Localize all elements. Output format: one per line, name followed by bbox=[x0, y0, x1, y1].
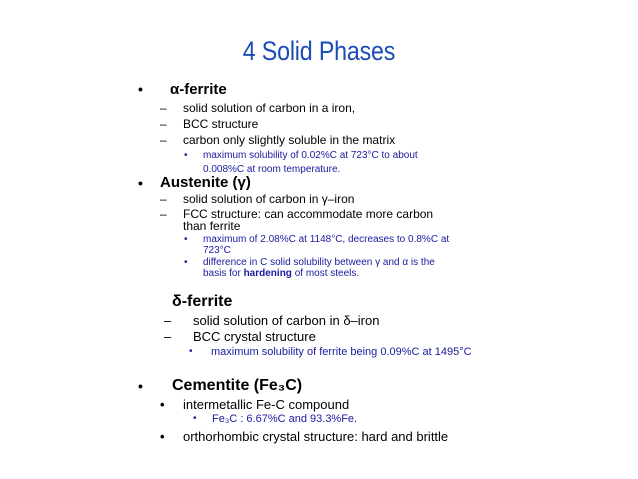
bullet: • bbox=[160, 397, 165, 412]
delta-line-2: BCC crystal structure bbox=[193, 329, 316, 344]
dash: – bbox=[160, 101, 167, 115]
cementite-heading: Cementite (Fe₃C) bbox=[172, 377, 303, 394]
austenite-sub2-post: of most steels. bbox=[291, 268, 360, 279]
austenite-sub2-1: difference in C solid solubility between γ and α is the bbox=[203, 257, 435, 268]
dash: – bbox=[160, 117, 167, 131]
bullet: • bbox=[138, 175, 143, 191]
ferrite-line-2: BCC structure bbox=[183, 117, 259, 131]
dot: • bbox=[184, 257, 188, 268]
dash: – bbox=[160, 207, 167, 221]
ferrite-sub-2: 0.008%C at room temperature. bbox=[203, 164, 341, 175]
austenite-sub1-2: 723°C bbox=[203, 245, 231, 256]
dot: • bbox=[189, 346, 193, 357]
dash: – bbox=[164, 329, 172, 344]
austenite-heading: Austenite (γ) bbox=[160, 174, 251, 191]
delta-heading: δ-ferrite bbox=[172, 293, 233, 310]
cementite-line-2: orthorhombic crystal structure: hard and brittle bbox=[183, 429, 449, 444]
austenite-line-1: solid solution of carbon in γ–iron bbox=[183, 192, 355, 206]
austenite-sub2-2 bbox=[203, 268, 359, 279]
bullet: • bbox=[138, 378, 143, 394]
ferrite-heading: α-ferrite bbox=[170, 81, 227, 98]
hardening-emphasis: hardening bbox=[243, 268, 292, 279]
dash: – bbox=[160, 192, 167, 206]
austenite-sub1-1: maximum of 2.08%C at 1148°C, decreases to 0.8%C at bbox=[203, 234, 450, 245]
delta-line-1: solid solution of carbon in δ–iron bbox=[193, 313, 380, 328]
dot: • bbox=[184, 150, 188, 161]
austenite-sub2-pre: basis for bbox=[203, 268, 244, 279]
bullet: • bbox=[138, 81, 143, 97]
bullet: • bbox=[160, 429, 165, 444]
ferrite-line-1: solid solution of carbon in a iron, bbox=[183, 101, 356, 115]
delta-sub: maximum solubility of ferrite being 0.09%C at 1495°C bbox=[211, 346, 472, 358]
dot: • bbox=[193, 413, 197, 424]
dash: – bbox=[160, 133, 167, 147]
dash: – bbox=[164, 313, 172, 328]
ferrite-sub-1: maximum solubility of 0.02%C at 723°C to about bbox=[203, 150, 418, 161]
ferrite-line-3: carbon only slightly soluble in the matrix bbox=[183, 133, 396, 147]
austenite-line-3: than ferrite bbox=[183, 219, 241, 233]
dot: • bbox=[184, 234, 188, 245]
slide-title: 4 Solid Phases bbox=[242, 36, 396, 66]
austenite-line-2: FCC structure: can accommodate more carbon bbox=[183, 207, 434, 221]
cementite-line-1: intermetallic Fe-C compound bbox=[183, 397, 350, 412]
cementite-sub: Fe₃C : 6.67%C and 93.3%Fe. bbox=[212, 413, 358, 425]
